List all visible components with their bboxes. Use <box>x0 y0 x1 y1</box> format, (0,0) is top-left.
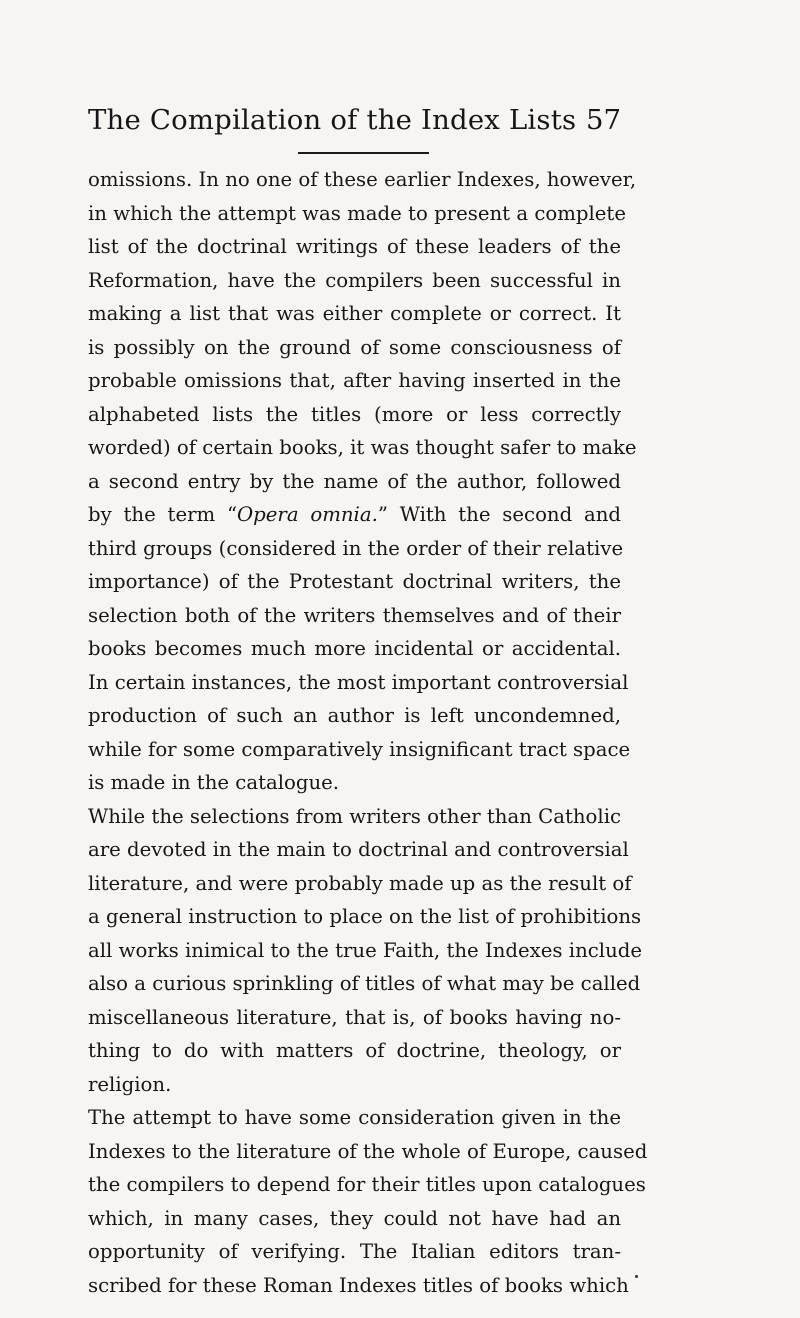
text-line: probable omissions that, after having inserted in the <box>88 369 621 392</box>
text-line: In certain instances, the most important controversial <box>88 670 629 694</box>
text-line: scribed for these Roman Indexes titles of books which <box>88 1273 629 1297</box>
text-line: literature, and were probably made up as the result of <box>88 871 632 895</box>
header-rule <box>298 152 429 154</box>
text-line: omissions. In no one of these earlier Indexes, however, <box>88 168 637 191</box>
text-line: books becomes much more incidental or accidental. <box>88 637 621 660</box>
text-line: importance) of the Protestant doctrinal writers, the <box>88 570 621 593</box>
italic-title: Opera omnia. <box>237 503 378 526</box>
text-line: a second entry by the name of the author, followed <box>88 469 621 493</box>
text-line: list of the doctrinal writings of these leaders of the <box>88 235 621 258</box>
text-fragment: by the term “ <box>88 503 238 526</box>
text-line: third groups (considered in the order of their relative <box>88 536 624 560</box>
text-line: worded) of certain books, it was thought safer to make <box>88 436 637 459</box>
paragraph-end-line: religion. <box>88 1072 172 1096</box>
paper-speck <box>635 1275 638 1278</box>
text-line: all works inimical to the true Faith, the Indexes include <box>88 938 643 962</box>
text-line: production of such an author is left uncondemned, <box>88 704 621 727</box>
text-line: while for some comparatively insignificant tract space <box>88 737 631 761</box>
text-line: opportunity of verifying. The Italian editors tran- <box>88 1240 621 1263</box>
body-text <box>88 163 648 1302</box>
text-line: a general instruction to place on the list of prohibitions <box>88 905 642 928</box>
text-line: is possibly on the ground of some consciousness of <box>88 335 621 359</box>
text-line: selection both of the writers themselves and of their <box>88 603 621 627</box>
text-fragment: ” With the second and <box>377 503 622 526</box>
text-line: are devoted in the main to doctrinal and controversial <box>88 838 629 861</box>
text-line: The attempt to have some consideration given in the <box>88 1106 621 1129</box>
text-line: alphabeted lists the titles (more or less correctly <box>88 402 621 426</box>
page-number: 57 <box>586 104 621 136</box>
text-line: also a curious sprinkling of titles of what may be called <box>88 972 641 995</box>
text-line: While the selections from writers other than Catholic <box>88 804 622 828</box>
text-line: Indexes to the literature of the whole of Europe, caused <box>88 1139 648 1163</box>
text-line: miscellaneous literature, that is, of books having no- <box>88 1005 621 1029</box>
text-line: in which the attempt was made to present a complete <box>88 201 626 225</box>
text-line-with-italic <box>88 498 621 532</box>
running-title: The Compilation of the Index Lists <box>88 104 577 136</box>
text-line: Reformation, have the compilers been successful in <box>88 268 621 292</box>
text-line: which, in many cases, they could not have had an <box>88 1206 621 1230</box>
paragraph-end-line: is made in the catalogue. <box>88 771 340 794</box>
page-header <box>88 98 621 142</box>
text-line: making a list that was either complete or correct. It <box>88 302 621 325</box>
text-line: thing to do with matters of doctrine, theology, or <box>88 1039 621 1062</box>
text-line: the compilers to depend for their titles upon catalogues <box>88 1173 646 1196</box>
